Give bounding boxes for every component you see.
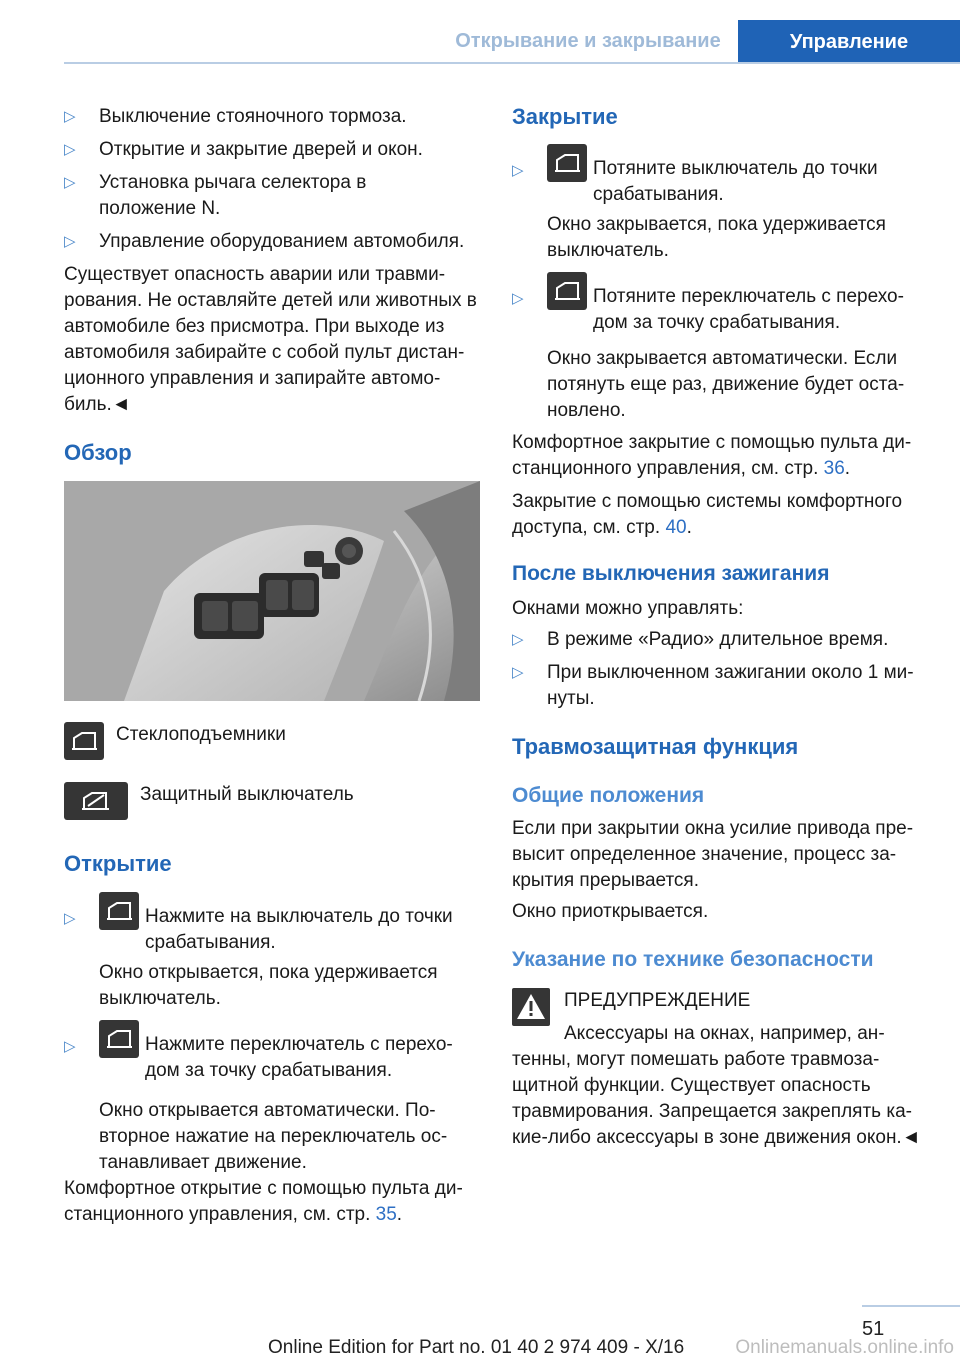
list-item: ▷ В режиме «Радио» длительное время. bbox=[512, 627, 928, 653]
open-step1-note: Окно открывается, пока удерживается выключатель. bbox=[99, 962, 438, 1009]
legend-label-window: Стеклоподъемники bbox=[116, 724, 286, 745]
triangle-bullet-icon: ▷ bbox=[512, 664, 524, 681]
triangle-bullet-icon: ▷ bbox=[64, 1038, 76, 1055]
triangle-bullet-icon: ▷ bbox=[64, 141, 76, 158]
window-switch-icon bbox=[99, 1020, 139, 1058]
warning-label: ПРЕДУПРЕЖДЕНИЕ bbox=[564, 990, 751, 1011]
header-divider bbox=[64, 62, 960, 64]
warning-body: Аксессуары на окнах, например, антенны, могут помешать работе травмозащитной функции. Существует опасность травмирования. Запрещается закреплять какие-либо аксессуары в зоне движения окон.◄ bbox=[512, 1023, 921, 1148]
list-item: ▷ Нажмите переключатель с переходом за точку срабатывания. bbox=[64, 1020, 480, 1080]
edition-text: Online Edition for Part no. 01 40 2 974 409 - X/16 bbox=[268, 1337, 685, 1358]
general-heading: Общие положения bbox=[512, 784, 705, 807]
legend-window-switch bbox=[64, 722, 480, 762]
triangle-bullet-icon: ▷ bbox=[64, 233, 76, 250]
close-heading: Закрытие bbox=[512, 104, 618, 129]
page-link[interactable]: 35 bbox=[375, 1204, 397, 1225]
safety-heading: Указание по технике безопасности bbox=[512, 948, 874, 971]
triangle-bullet-icon: ▷ bbox=[64, 108, 76, 125]
list-item: ▷ Нажмите на выключатель до точки срабатывания. bbox=[64, 892, 480, 1002]
safety-switch-icon bbox=[64, 782, 128, 820]
page-number: 51 bbox=[862, 1318, 885, 1340]
comfort-access-paragraph: Закрытие с помощью системы комфортного доступа, см. стр. 40. bbox=[512, 491, 903, 538]
triangle-bullet-icon: ▷ bbox=[512, 162, 524, 179]
warning-paragraph: Существует опасность аварии или травмирования. Не оставляйте детей или животных в автомобиле без присмотра. При выходе из автомобиля забирайте с собой пульт дистанционного управления и запирайте автомобиль.◄ bbox=[64, 264, 477, 415]
list-item: ▷ Установка рычага селектора в положение N. bbox=[64, 172, 367, 219]
list-item: ▷ Открытие и закрытие дверей и окон. bbox=[64, 137, 480, 163]
triangle-bullet-icon: ▷ bbox=[64, 174, 76, 191]
window-switch-icon bbox=[99, 892, 139, 930]
general-paragraph: Если при закрытии окна усилие привода превысит определенное значение, процесс закрытия прерывается. bbox=[512, 818, 914, 891]
after-ignition-heading: После выключения зажигания bbox=[512, 562, 830, 585]
window-switch-icon bbox=[547, 144, 587, 182]
legend-safety-switch bbox=[64, 782, 480, 822]
window-switch-icon bbox=[64, 722, 104, 760]
comfort-open-paragraph: Комфортное открытие с помощью пульта дистанционного управления, см. стр. 35. bbox=[64, 1178, 463, 1225]
comfort-close-paragraph: Комфортное закрытие с помощью пульта дистанционного управления, см. стр. 36. bbox=[512, 432, 912, 479]
open-heading: Открытие bbox=[64, 851, 172, 876]
door-panel-photo bbox=[64, 481, 480, 701]
list-item: ▷ При выключенном зажигании около 1 минуты. bbox=[512, 662, 914, 709]
antipinch-heading: Травмозащитная функция bbox=[512, 734, 799, 759]
general-paragraph-2: Окно приоткрывается. bbox=[512, 901, 709, 922]
triangle-bullet-icon: ▷ bbox=[64, 910, 76, 927]
list-item: ▷ Потяните выключатель до точки срабатывания. bbox=[512, 144, 928, 204]
close-step1-note: Окно закрывается, пока удерживается выключатель. bbox=[547, 214, 886, 261]
open-step2-note: Окно открывается автоматически. Повторное нажатие на переключатель останавливает движение. bbox=[99, 1100, 448, 1173]
footer-divider bbox=[862, 1305, 960, 1307]
watermark: Onlinemanuals.online.info bbox=[735, 1337, 954, 1358]
close-step2-note: Окно закрывается автоматически. Если потянуть еще раз, движение будет остановлено. bbox=[547, 348, 905, 421]
overview-heading: Обзор bbox=[64, 440, 132, 465]
page-link[interactable]: 36 bbox=[823, 458, 845, 479]
chapter-tab: Управление bbox=[738, 20, 960, 64]
legend-label-safety: Защитный выключатель bbox=[140, 784, 354, 805]
window-switch-icon bbox=[547, 272, 587, 310]
list-item: ▷ Потяните переключатель с переходом за точку срабатывания. bbox=[512, 272, 928, 332]
list-item: ▷ Выключение стояночного тормоза. bbox=[64, 104, 480, 130]
after-ignition-intro: Окнами можно управлять: bbox=[512, 598, 744, 619]
triangle-bullet-icon: ▷ bbox=[512, 631, 524, 648]
triangle-bullet-icon: ▷ bbox=[512, 290, 524, 307]
page-header bbox=[0, 0, 960, 64]
warning-block bbox=[512, 988, 928, 1168]
list-item: ▷ Управление оборудованием автомобиля. bbox=[64, 229, 480, 255]
section-tab: Открывание и закрывание bbox=[455, 29, 721, 52]
page-link[interactable]: 40 bbox=[665, 517, 687, 538]
